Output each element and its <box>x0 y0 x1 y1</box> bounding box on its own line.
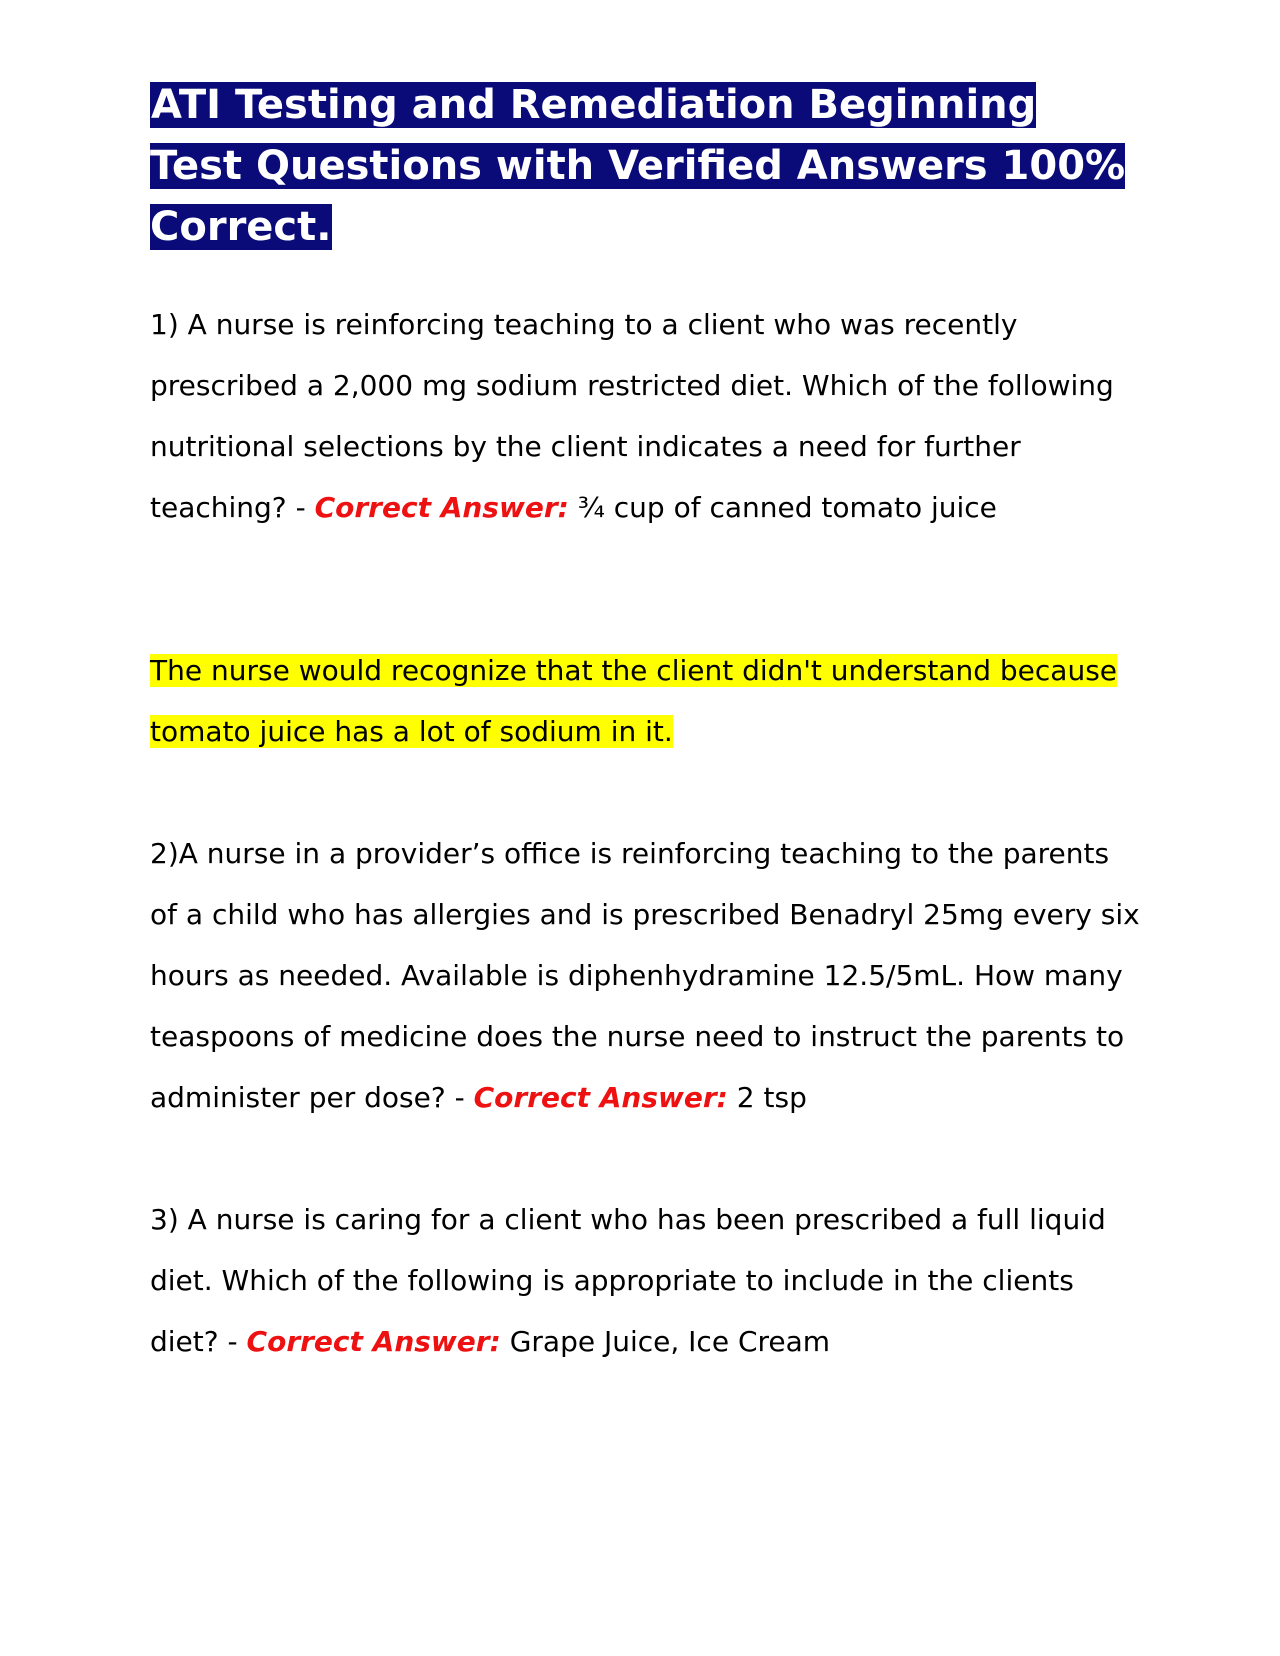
document-title <box>150 75 1140 258</box>
question-1-text: 1) A nurse is reinforcing teaching to a client who was recently prescribed a 2,000 mg sodium restricted diet. Which of the following nutritional selections by the client indicates a need for further teaching? - <box>150 308 1114 524</box>
document-page <box>150 75 1140 1372</box>
question-3 <box>150 1189 1140 1372</box>
spacer <box>150 538 1140 640</box>
question-1-answer: ¾ cup of canned tomato juice <box>568 491 997 524</box>
correct-answer-label: Correct Answer: <box>246 1325 501 1358</box>
question-1-rationale <box>150 640 1140 762</box>
spacer <box>150 762 1140 823</box>
title-highlight: ATI Testing and Remediation Beginning Test Questions with Verified Answers 100% Correct. <box>150 82 1126 250</box>
question-2-text: 2)A nurse in a provider’s office is reinforcing teaching to the parents of a child who has allergies and is prescribed Benadryl 25mg every six hours as needed. Available is diphenhydramine 12.5/5mL. How many teaspoons of medicine does the nurse need to instruct the parents to administer per dose? - <box>150 837 1140 1114</box>
question-1 <box>150 294 1140 538</box>
correct-answer-label: Correct Answer: <box>473 1081 728 1114</box>
question-2 <box>150 823 1140 1128</box>
question-2-answer: 2 tsp <box>727 1081 807 1114</box>
spacer <box>150 1128 1140 1189</box>
rationale-highlight: The nurse would recognize that the client didn't understand because tomato juice has a lot of sodium in it. <box>150 654 1118 748</box>
question-3-answer: Grape Juice, Ice Cream <box>500 1325 831 1358</box>
question-3-text: 3) A nurse is caring for a client who has been prescribed a full liquid diet. Which of the following is appropriate to include in the clients diet? - <box>150 1203 1106 1358</box>
correct-answer-label: Correct Answer: <box>314 491 569 524</box>
